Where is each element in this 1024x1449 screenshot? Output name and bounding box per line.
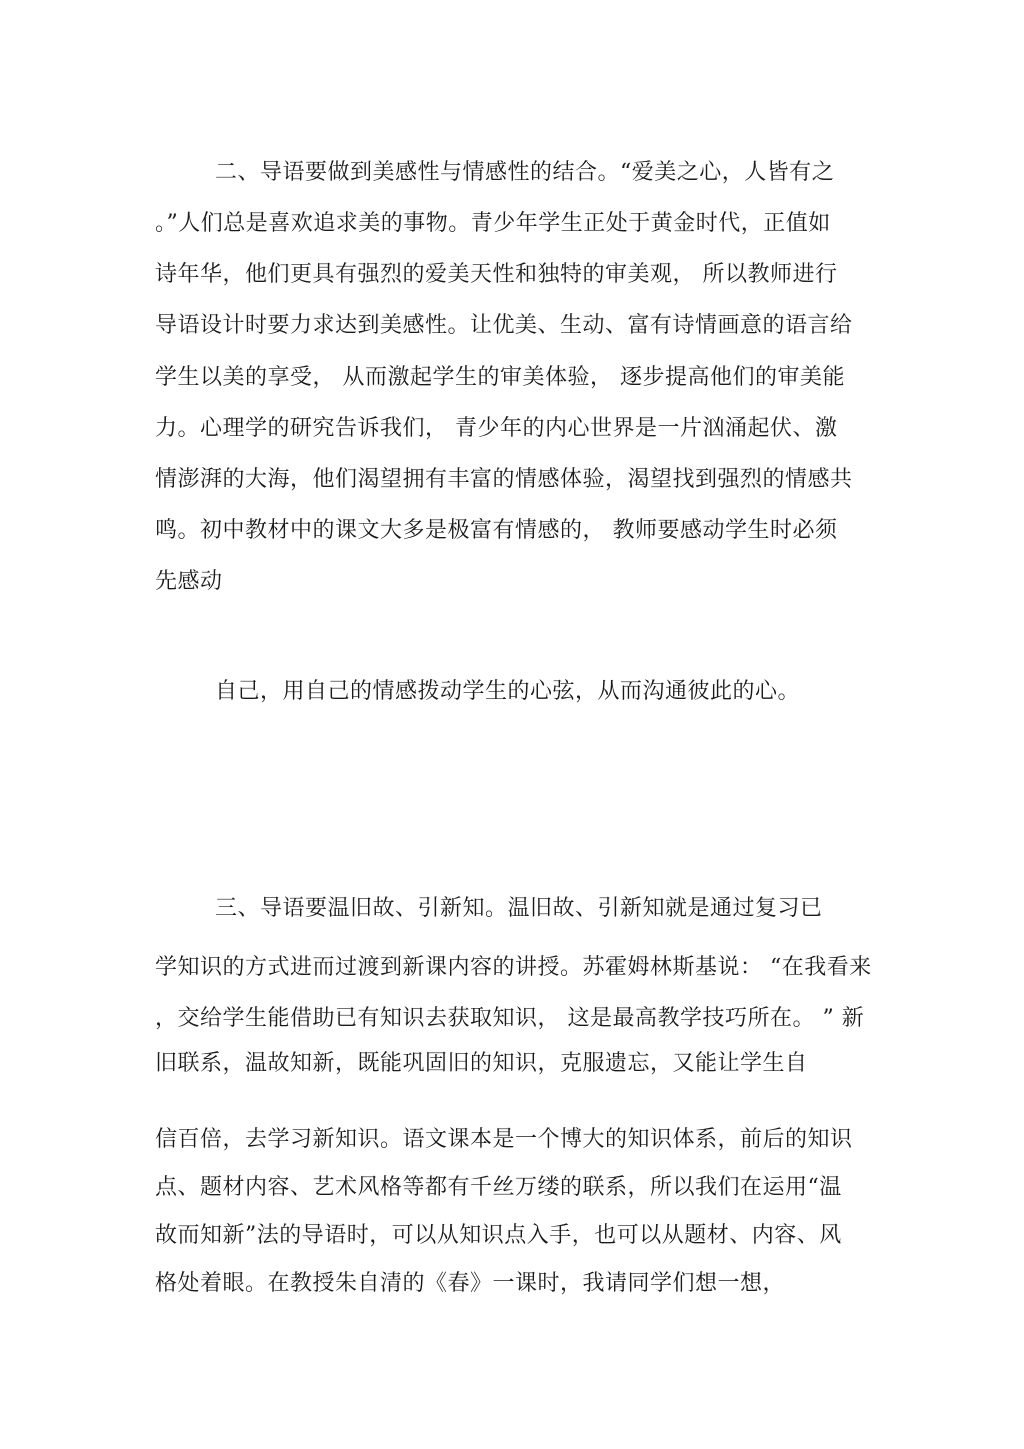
paragraph-line: 学生以美的享受， 从而激起学生的审美体验， 逐步提高他们的审美能 <box>155 365 845 390</box>
paragraph-line: 情澎湃的大海，他们渴望拥有丰富的情感体验，渴望找到强烈的情感共 <box>155 467 853 492</box>
paragraph-line: 力。心理学的研究告诉我们， 青少年的内心世界是一片汹涌起伏、激 <box>155 416 838 441</box>
paragraph-line: 鸣。初中教材中的课文大多是极富有情感的， 教师要感动学生时必须 <box>155 518 838 543</box>
paragraph-line: ，交给学生能借助已有知识去获取知识， 这是最高教学技巧所在。 ” 新 <box>155 1006 865 1031</box>
paragraph-line: 。”人们总是喜欢追求美的事物。青少年学生正处于黄金时代，正值如 <box>155 211 831 236</box>
paragraph-line: 故而知新”法的导语时，可以从知识点入手，也可以从题材、内容、风 <box>155 1223 842 1248</box>
paragraph-line: 旧联系，温故知新，既能巩固旧的知识，克服遗忘，又能让学生自 <box>155 1051 808 1076</box>
paragraph-line: 导语设计时要力求达到美感性。让优美、生动、富有诗情画意的语言给 <box>155 313 853 338</box>
paragraph-line: 诗年华，他们更具有强烈的爱美天性和独特的审美观， 所以教师进行 <box>155 262 838 287</box>
paragraph-continuation: 自己，用自己的情感拨动学生的心弦，从而沟通彼此的心。 <box>215 679 801 704</box>
paragraph-line: 格处着眼。在教授朱自清的《春》一课时，我请同学们想一想， <box>155 1271 786 1296</box>
paragraph-line: 先感动 <box>155 569 223 594</box>
paragraph-line: 三、导语要温旧故、引新知。温旧故、引新知就是通过复习已 <box>215 896 823 921</box>
paragraph-line: 二、导语要做到美感性与情感性的结合。“爱美之心，人皆有之 <box>215 160 835 185</box>
paragraph-line: 信百倍，去学习新知识。语文课本是一个博大的知识体系，前后的知识 <box>155 1127 853 1152</box>
paragraph-line: 点、题材内容、艺术风格等都有千丝万缕的联系，所以我们在运用“温 <box>155 1175 842 1200</box>
paragraph-line: 学知识的方式进而过渡到新课内容的讲授。苏霍姆林斯基说： “在我看来 <box>155 955 872 980</box>
